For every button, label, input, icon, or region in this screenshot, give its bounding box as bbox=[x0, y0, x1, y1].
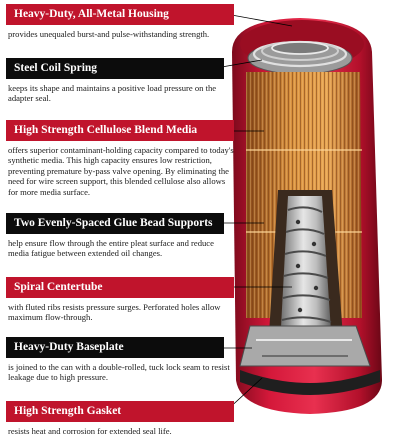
callout-text: is joined to the can with a double-rolled, tuck lock seam to resist leakage due to high pressure. bbox=[8, 362, 230, 383]
callout-spring bbox=[6, 58, 226, 104]
callout-text: with fluted ribs resists pressure surges. Perforated holes allow maximum flow-through. bbox=[8, 302, 221, 323]
callout-title: Two Evenly-Spaced Glue Bead Supports bbox=[6, 213, 224, 234]
callout-baseplate bbox=[6, 337, 230, 383]
callout-text: offers superior contaminant-holding capacity compared to today's synthetic media. This high capacity ensures low restriction, preventing premature by-pass valve opening. By eliminating the need for wire screen support, this blended cellulose also allows for more media surface. bbox=[8, 145, 234, 197]
callout-title: High Strength Gasket bbox=[6, 401, 234, 422]
callout-centertube bbox=[6, 277, 226, 323]
steel-coil-spring bbox=[248, 42, 352, 74]
callout-glue-beads bbox=[6, 213, 226, 259]
callout-title: High Strength Cellulose Blend Media bbox=[6, 120, 234, 141]
callout-text: provides unequaled burst-and pulse-withstanding strength. bbox=[8, 29, 210, 39]
baseplate bbox=[240, 326, 370, 366]
callout-title: Heavy-Duty Baseplate bbox=[6, 337, 224, 358]
callout-title: Steel Coil Spring bbox=[6, 58, 224, 79]
callout-text: keeps its shape and maintains a positive load pressure on the adapter seal. bbox=[8, 83, 217, 104]
callout-media bbox=[6, 120, 234, 197]
callout-gasket bbox=[6, 401, 226, 436]
callout-text: help ensure flow through the entire pleat surface and reduce media fatigue between extended oil changes. bbox=[8, 238, 214, 259]
callout-housing bbox=[6, 4, 226, 39]
callout-title: Heavy-Duty, All-Metal Housing bbox=[6, 4, 234, 25]
callout-text: resists heat and corrosion for extended seal life. bbox=[8, 426, 172, 436]
callout-title: Spiral Centertube bbox=[6, 277, 234, 298]
